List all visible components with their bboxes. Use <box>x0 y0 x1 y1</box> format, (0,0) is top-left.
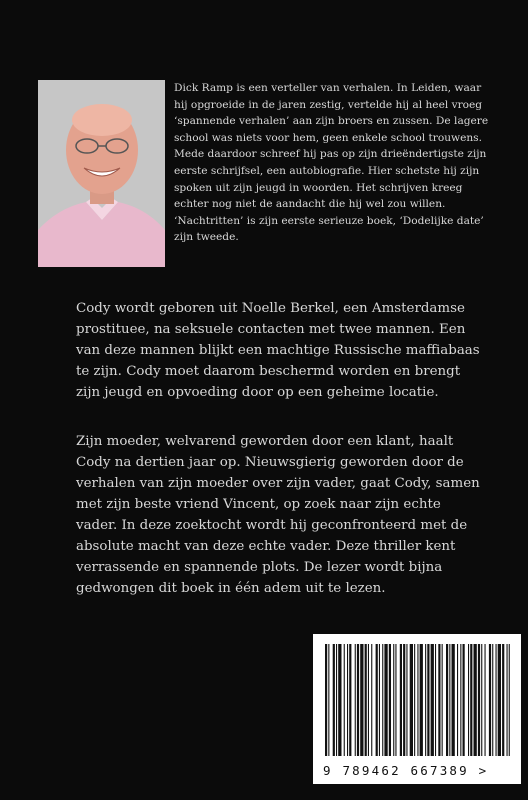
barcode-bar <box>498 644 501 756</box>
barcode-bar <box>349 644 351 756</box>
barcode-bar <box>336 644 337 756</box>
barcode-digits: 9 789462 667389 > <box>323 763 489 778</box>
barcode-bar <box>446 644 448 756</box>
barcode-bar <box>449 644 450 756</box>
barcode-bar <box>452 644 455 756</box>
barcode-bar <box>389 644 391 756</box>
barcode-bar <box>382 644 383 756</box>
barcode-bar <box>460 644 461 756</box>
barcode-bar <box>470 644 472 756</box>
barcode-bar <box>410 644 413 756</box>
barcode-bar <box>431 644 434 756</box>
barcode-bar <box>406 644 407 756</box>
barcode-bar <box>360 644 363 756</box>
isbn-barcode <box>313 634 521 784</box>
barcode-bar <box>420 644 423 756</box>
barcode-bar <box>474 644 477 756</box>
barcode-bar <box>393 644 394 756</box>
barcode-bar <box>414 644 415 756</box>
barcode-bar <box>395 644 396 756</box>
barcode-bar <box>425 644 426 756</box>
barcode-bar <box>357 644 359 756</box>
barcode-bar <box>338 644 341 756</box>
author-bio: Dick Ramp is een verteller van verhalen. In Leiden, waar hij opgroeide in de jaren zestig, vertelde hij al heel vroeg ‘spannende verhalen’ aan zijn broers en zussen. De lagere school was niets voor hem, geen enkele school trouwens. Mede daardoor schreef hij pas op zijn drieëndertigste zijn eerste schrijfsel, een autobiografie. Hier schetste hij zijn spoken uit zijn jeugd in woorden. Het schrijven kreeg echter nog niet de aandacht die hij wel zou willen. ‘Nachtritten’ is zijn eerste serieuze boek, ‘Dodelijke date’ zijn tweede. <box>174 82 489 244</box>
barcode-bar <box>468 644 469 756</box>
barcode-bar <box>457 644 458 756</box>
barcode-bar <box>368 644 369 756</box>
author-photo <box>38 80 165 267</box>
barcode-bar <box>417 644 418 756</box>
barcode-bar <box>400 644 402 756</box>
barcode-bar <box>485 644 486 756</box>
barcode-bar <box>344 644 345 756</box>
barcode-bar <box>355 644 356 756</box>
barcode-bar <box>376 644 378 756</box>
barcode-bar <box>492 644 493 756</box>
blurb-paragraph-1: Cody wordt geboren uit Noelle Berkel, een Amsterdamse prostituee, na seksuele contacten met twee mannen. Een van deze mannen blijkt een machtige Russische maffiabaas te zijn. Cody moet daarom beschermd worden en brengt zijn jeugd en opvoeding door op een geheime locatie. <box>76 301 480 400</box>
barcode-bar <box>379 644 380 756</box>
barcode-bar <box>496 644 497 756</box>
barcode-bar <box>371 644 372 756</box>
barcode-bar <box>507 644 508 756</box>
barcode-bar <box>478 644 480 756</box>
barcode-bar <box>403 644 405 756</box>
barcode-bar <box>438 644 440 756</box>
blurb-paragraph-2: Zijn moeder, welvarend geworden door een klant, haalt Cody na dertien jaar op. Nieuwsgierig geworden door de verhalen van zijn moeder over zijn vader, gaat Cody, samen met zijn beste vriend Vincent, op zoek naar zijn echte vader. In deze zoektocht wordt hij geconfronteerd met de absolute macht van deze echte vader. Deze thriller kent verrassende en spannende plots. De lezer wordt bijna gedwongen dit boek in één adem uit te lezen. <box>76 434 480 596</box>
barcode-bar <box>489 644 491 756</box>
barcode-bar <box>427 644 429 756</box>
author-portrait-icon <box>38 80 165 267</box>
barcode-bar <box>333 644 335 756</box>
barcode-bar <box>502 644 504 756</box>
barcode-bars <box>325 644 511 756</box>
barcode-bar <box>325 644 327 756</box>
barcode-bar <box>384 644 387 756</box>
barcode-bar <box>481 644 482 756</box>
barcode-bar <box>509 644 510 756</box>
barcode-bar <box>442 644 443 756</box>
barcode-bar <box>435 644 436 756</box>
barcode-bar <box>365 644 367 756</box>
barcode-bar <box>463 644 465 756</box>
barcode-bar <box>328 644 329 756</box>
barcode-bar <box>347 644 348 756</box>
